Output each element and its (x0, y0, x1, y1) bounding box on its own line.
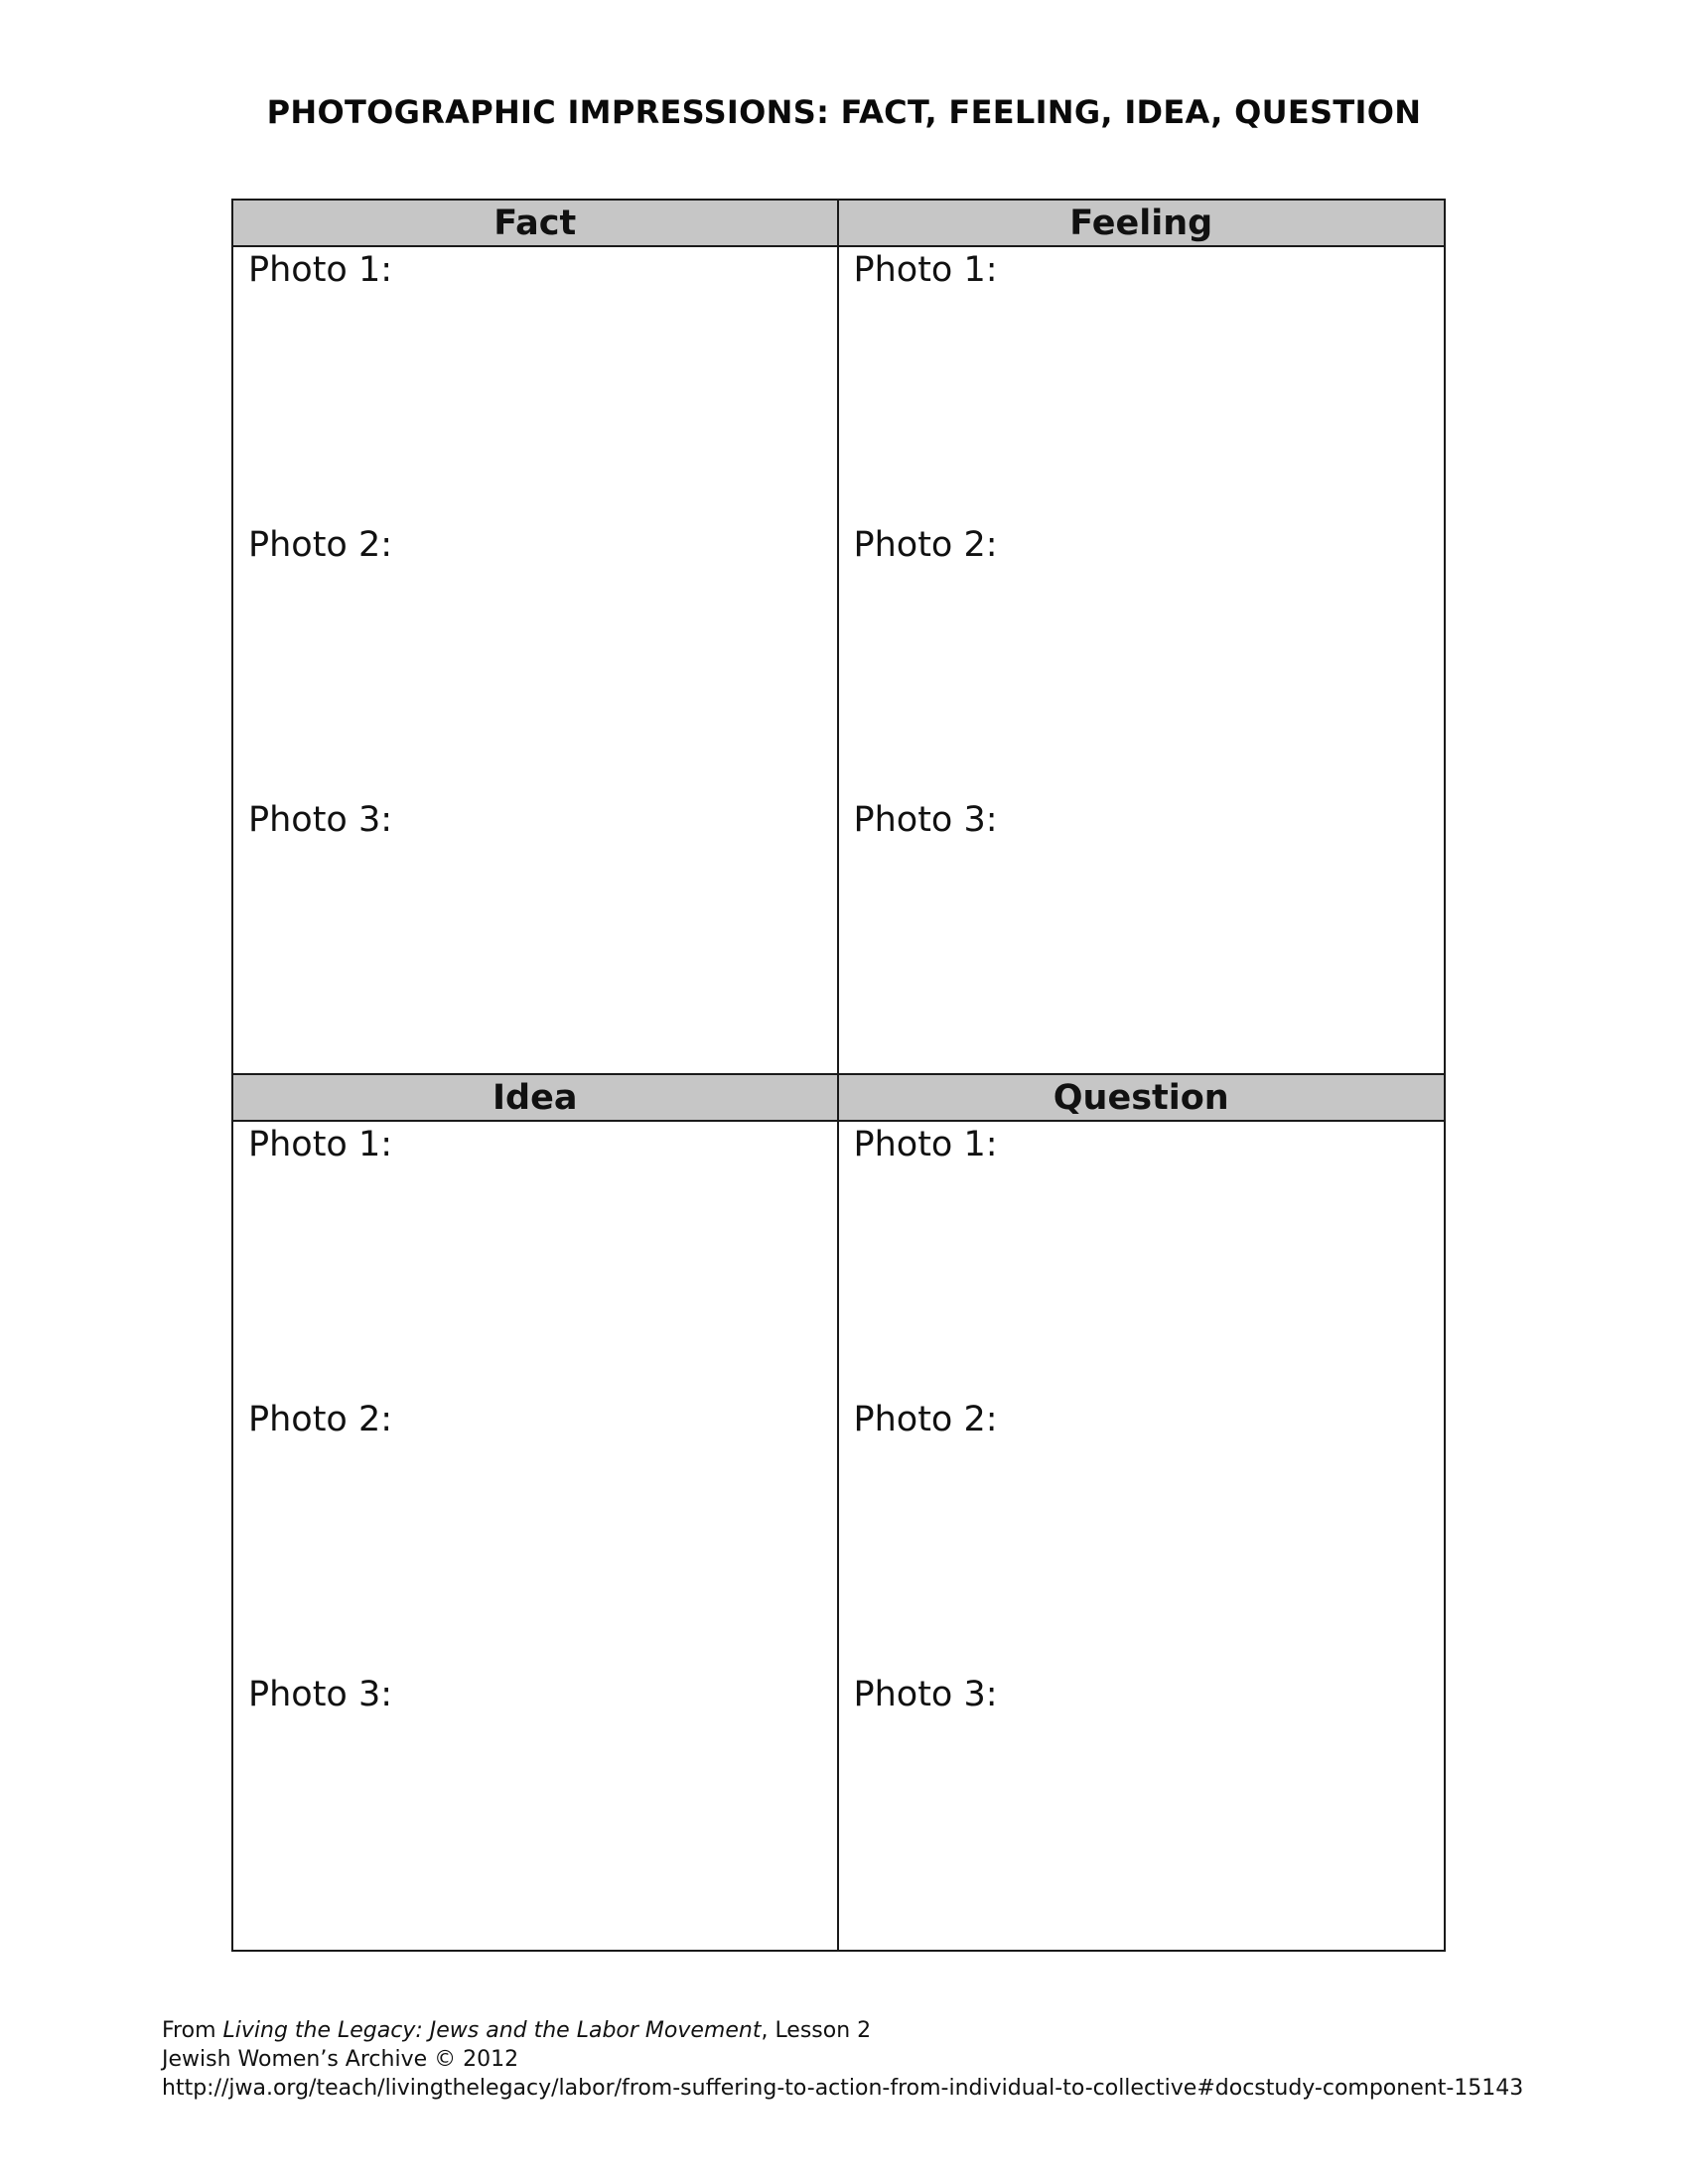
photo-2-label: Photo 2: (248, 1400, 393, 1439)
photo-2-label: Photo 2: (853, 1400, 998, 1439)
quadrant-idea (233, 1075, 839, 1950)
photo-1-label: Photo 1: (853, 250, 998, 290)
column-header-feeling: Feeling (839, 201, 1445, 247)
photo-3-label: Photo 3: (248, 1675, 393, 1714)
footer-source-title: Living the Legacy: Jews and the Labor Movement (222, 2018, 762, 2043)
photo-1-label: Photo 1: (248, 250, 393, 290)
photo-2-label: Photo 2: (853, 525, 998, 565)
page-title: PHOTOGRAPHIC IMPRESSIONS: FACT, FEELING, IDEA, QUESTION (266, 93, 1422, 131)
photo-3-label: Photo 3: (853, 1675, 998, 1714)
footer-url[interactable]: http://jwa.org/teach/livingthelegacy/labor/from-suffering-to-action-from-individual-to-collective#docstudy-component-15143 (162, 2076, 1524, 2101)
photo-2-label: Photo 2: (248, 525, 393, 565)
quadrant-body-fact[interactable] (233, 247, 837, 1073)
photo-3-label: Photo 3: (853, 800, 998, 840)
footer-from-prefix: From (162, 2018, 223, 2043)
quadrant-body-question[interactable] (839, 1122, 1445, 1950)
quadrant-body-feeling[interactable] (839, 247, 1445, 1073)
footer-copyright: Jewish Women’s Archive © 2012 (162, 2047, 519, 2072)
photo-3-label: Photo 3: (248, 800, 393, 840)
photo-1-label: Photo 1: (853, 1125, 998, 1164)
quadrant-body-idea[interactable] (233, 1122, 837, 1950)
footer-source-line (162, 2016, 1523, 2045)
impressions-grid (231, 199, 1446, 1952)
footer-lesson: , Lesson 2 (761, 2018, 872, 2043)
column-header-idea: Idea (233, 1075, 837, 1122)
footer (162, 2016, 1523, 2103)
quadrant-feeling (839, 201, 1445, 1075)
column-header-fact: Fact (233, 201, 837, 247)
photo-1-label: Photo 1: (248, 1125, 393, 1164)
quadrant-question (839, 1075, 1445, 1950)
column-header-question: Question (839, 1075, 1445, 1122)
quadrant-fact (233, 201, 839, 1075)
